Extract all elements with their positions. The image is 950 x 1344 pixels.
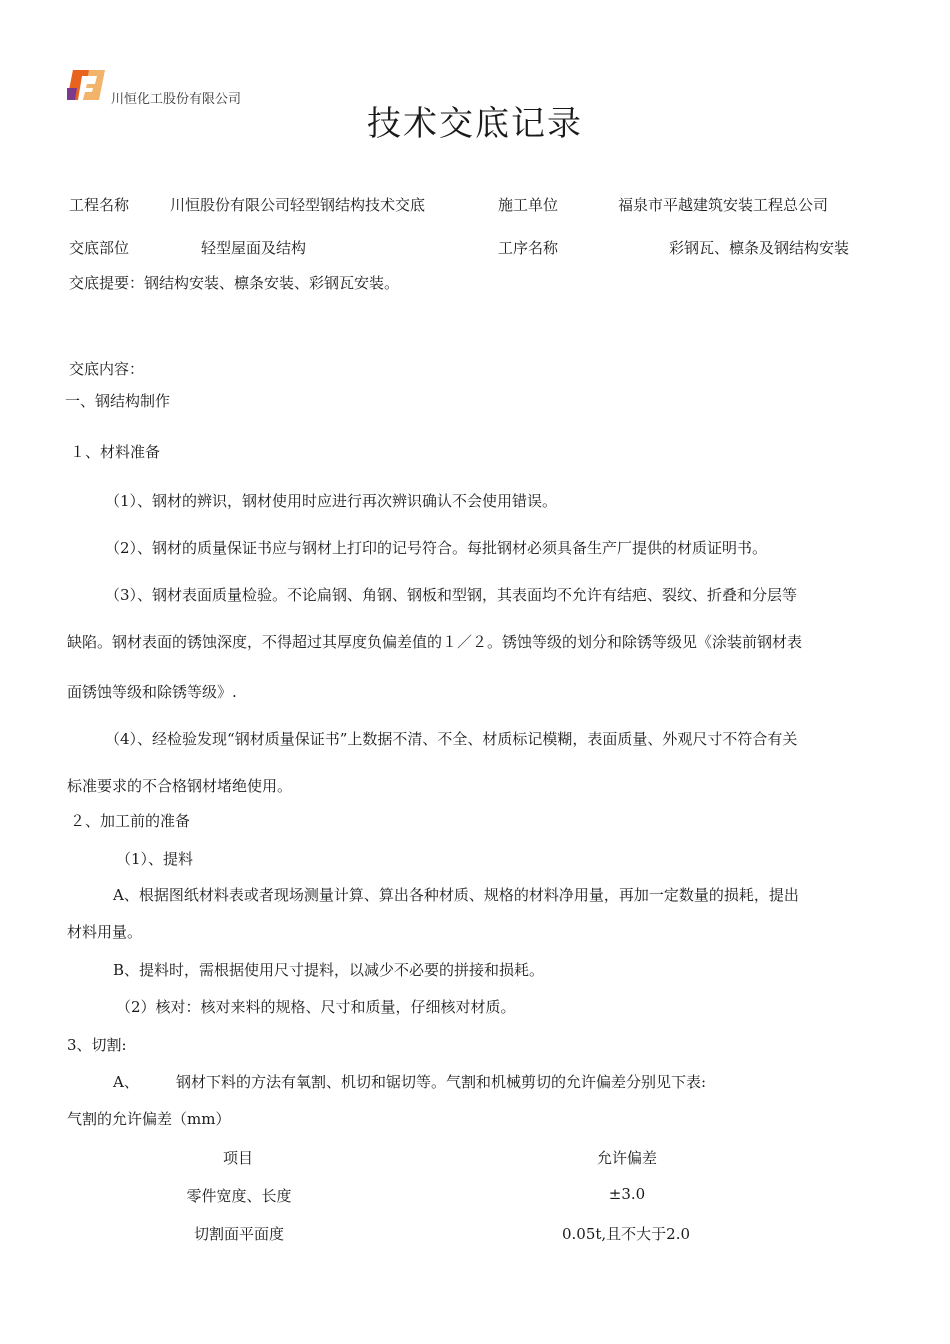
summary: 交底提要：钢结构安装、檩条安装、彩钢瓦安装。 bbox=[69, 274, 400, 292]
paragraph: （1）、提料 bbox=[116, 850, 194, 868]
table-cell: 0.05t,且不大于2.0 bbox=[561, 1225, 691, 1243]
paragraph: B、提料时，需根据使用尺寸提料，以减少不必要的拼接和损耗。 bbox=[113, 961, 545, 979]
table-caption: 气割的允许偏差（mm） bbox=[67, 1110, 231, 1128]
subsection-heading: ２、加工前的准备 bbox=[70, 812, 191, 830]
process-value: 彩钢瓦、檩条及钢结构安装 bbox=[669, 239, 850, 257]
paragraph-line: 面锈蚀等级和除锈等级》. bbox=[67, 683, 237, 701]
paragraph-line: （4）、经检验发现“钢材质量保证书”上数据不清、不全、材质标记模糊，表面质量、外观尺寸不符合有关 bbox=[105, 730, 798, 748]
section-heading: 一、钢结构制作 bbox=[65, 392, 171, 410]
part-label: 交底部位 bbox=[69, 239, 130, 257]
paragraph: （2）、钢材的质量保证书应与钢材上打印的记号符合。每批钢材必须具备生产厂提供的材质证明书。 bbox=[105, 539, 768, 557]
subsection-heading: １、材料准备 bbox=[70, 443, 161, 461]
subsection-heading: 3、切割: bbox=[67, 1036, 127, 1054]
paragraph-line: （3）、钢材表面质量检验。不论扁钢、角钢、钢板和型钢，其表面均不允许有结疤、裂纹、折叠和分层等 bbox=[105, 586, 798, 604]
table-cell: ±3.0 bbox=[608, 1185, 646, 1203]
contractor-label: 施工单位 bbox=[498, 196, 559, 214]
paragraph-line: 缺陷。钢材表面的锈蚀深度，不得超过其厚度负偏差值的１／２。锈蚀等级的划分和除锈等级见《涂装前钢材表 bbox=[67, 633, 803, 651]
table-cell: 零件宽度、长度 bbox=[186, 1187, 292, 1205]
company-name: 川恒化工股份有限公司 bbox=[111, 92, 242, 107]
paragraph: （1）、钢材的辨识，钢材使用时应进行再次辨识确认不会使用错误。 bbox=[105, 492, 558, 510]
table-cell: 切割面平面度 bbox=[193, 1225, 285, 1243]
list-marker: A、 bbox=[113, 1073, 139, 1091]
document-title: 技术交底记录 bbox=[367, 104, 583, 144]
contractor-value: 福泉市平越建筑安装工程总公司 bbox=[618, 196, 829, 214]
paragraph: （2）核对：核对来料的规格、尺寸和质量，仔细核对材质。 bbox=[116, 998, 516, 1016]
paragraph-line: A、根据图纸材料表或者现场测量计算、算出各种材质、规格的材料净用量，再加一定数量的损耗，提出 bbox=[113, 886, 799, 904]
table-header-item: 项目 bbox=[222, 1149, 254, 1167]
paragraph-line: 标准要求的不合格钢材堵绝使用。 bbox=[67, 777, 293, 795]
content-heading: 交底内容： bbox=[69, 360, 145, 378]
part-value: 轻型屋面及结构 bbox=[201, 239, 307, 257]
paragraph-line: 材料用量。 bbox=[67, 923, 143, 941]
project-name-value: 川恒股份有限公司轻型钢结构技术交底 bbox=[170, 196, 426, 214]
table-header-tolerance: 允许偏差 bbox=[596, 1149, 658, 1167]
process-label: 工序名称 bbox=[498, 239, 559, 257]
paragraph: 钢材下料的方法有氧割、机切和锯切等。气割和机械剪切的允许偏差分别见下表: bbox=[176, 1073, 707, 1091]
project-name-label: 工程名称 bbox=[69, 196, 130, 214]
